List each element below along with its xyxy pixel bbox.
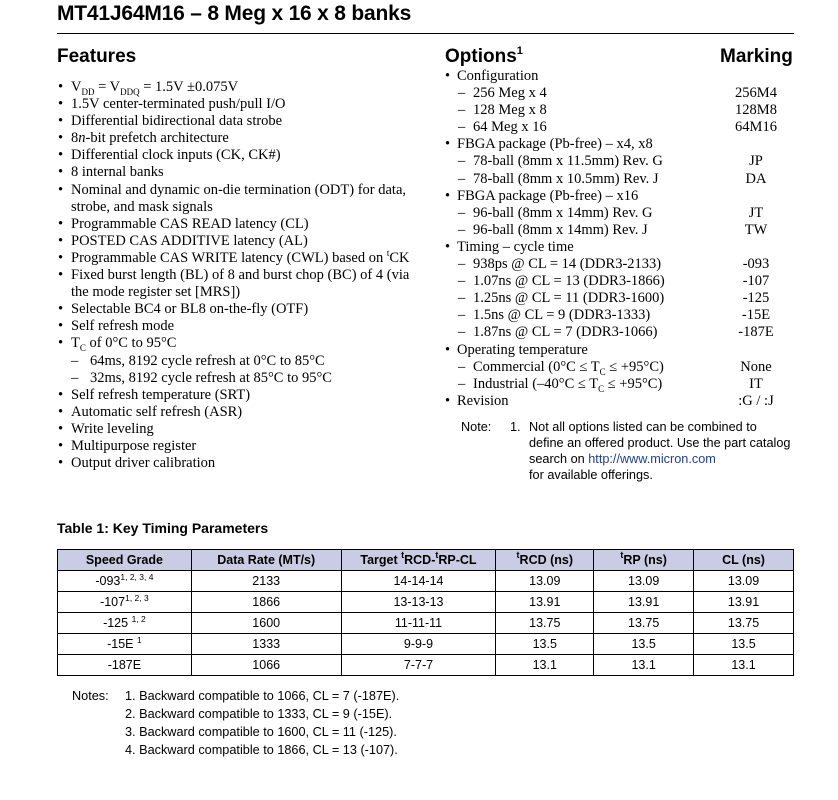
option-marking: -15E [741, 307, 771, 324]
cell-cl: 13.91 [694, 592, 794, 613]
table-row [58, 571, 794, 592]
cell-target: 13-13-13 [341, 592, 496, 613]
cell-trp: 13.1 [594, 655, 694, 676]
option-marking: -093 [742, 256, 770, 273]
option-category: • FBGA package (Pb-free) – x16 [445, 188, 795, 205]
header-target: Target $^t$RCD-$^t$RP-CL [341, 550, 496, 571]
option-marking: 128M8 [735, 102, 777, 119]
cell-cl: 13.09 [694, 571, 794, 592]
features-heading: Features [57, 46, 137, 67]
option-row-commercial: – Commercial $(0^\circ C \le T_C \le +95^\circ C)$ None [445, 359, 795, 376]
cell-trp: 13.91 [594, 592, 694, 613]
cell-grade: -093$^{1, 2, 3, 4}$ [58, 571, 192, 592]
cell-cl: 13.5 [694, 634, 794, 655]
feature-item: • 8 internal banks [57, 164, 417, 181]
feature-vdd-text: $V_{DD} = V_{DDQ} = 1.5V \pm 0.075V$ [71, 79, 239, 97]
option-marking: None [740, 358, 772, 375]
option-marking: -107 [742, 273, 770, 290]
table-row [58, 655, 794, 676]
feature-item-vdd [57, 79, 417, 96]
table-row [58, 634, 794, 655]
cell-trp: 13.09 [594, 571, 694, 592]
cell-trcd: 13.09 [496, 571, 594, 592]
features-list [57, 79, 417, 472]
option-marking: -187E [738, 324, 774, 341]
cell-cl: 13.75 [694, 613, 794, 634]
feature-item: • Differential clock inputs (CK, CK#) [57, 147, 417, 164]
cell-trcd: 13.75 [496, 613, 594, 634]
feature-item-prefetch: • 8n-bit prefetch architecture [57, 130, 417, 147]
feature-item: • Selectable BC4 or BL8 on-the-fly (OTF) [57, 301, 417, 318]
option-marking: 256M4 [735, 85, 777, 102]
option-row-industrial: – Industrial $(-40^\circ C \le T_C \le +95^\circ C)$ IT [445, 376, 795, 393]
table-title: Table 1: Key Timing Parameters [57, 520, 269, 536]
cell-target: 11-11-11 [341, 613, 496, 634]
micron-link[interactable]: http://www.micron.com [588, 452, 716, 466]
table-note: 1. Backward compatible to 1066, CL = 7 (-187E). [125, 689, 400, 703]
notes-label: Notes: [72, 689, 109, 703]
option-row: – 938ps @ CL = 14 (DDR3-2133) -093 [445, 256, 795, 273]
option-marking: JP [749, 153, 763, 170]
cell-trp: 13.75 [594, 613, 694, 634]
option-row: – 78-ball (8mm x 10.5mm) Rev. J DA [445, 171, 795, 188]
cell-target: 9-9-9 [341, 634, 496, 655]
option-marking: JT [748, 204, 764, 221]
marking-heading: Marking [720, 46, 793, 67]
options-list [445, 68, 795, 410]
note-number: 1. [510, 420, 521, 434]
cell-grade: -125 $^{1, 2}$ [58, 613, 192, 634]
cell-rate: 1600 [191, 613, 341, 634]
cell-grade: -107$^{1, 2, 3}$ [58, 592, 192, 613]
feature-item: • Output driver calibration [57, 455, 417, 472]
option-row: – 128 Meg x 8 128M8 [445, 102, 795, 119]
cell-trcd: 13.5 [496, 634, 594, 655]
page-title: MT41J64M16 – 8 Meg x 16 x 8 banks [57, 2, 412, 25]
table-note: 2. Backward compatible to 1333, CL = 9 (-15E). [125, 707, 393, 721]
note-text: Not all options listed can be combined to define an offered product. Use the part catalog search on http://www.micron.com for available offerings. [529, 420, 791, 482]
feature-item: • Fixed burst length (BL) of 8 and burst chop (BC) of 4 (via the mode register set [MRS]) [57, 267, 417, 301]
feature-item: • Differential bidirectional data strobe [57, 113, 417, 130]
option-row: – 1.07ns @ CL = 13 (DDR3-1866) -107 [445, 273, 795, 290]
option-row: – 96-ball (8mm x 14mm) Rev. J TW [445, 222, 795, 239]
option-category: • Configuration [445, 68, 795, 85]
cell-rate: 1333 [191, 634, 341, 655]
option-row: – 96-ball (8mm x 14mm) Rev. G JT [445, 205, 795, 222]
cell-grade: -187E [58, 655, 192, 676]
option-row: – 1.5ns @ CL = 9 (DDR3-1333) -15E [445, 307, 795, 324]
cell-target: 14-14-14 [341, 571, 496, 592]
table-row [58, 613, 794, 634]
options-heading: Options$^1$ [445, 45, 523, 67]
table-header-row [58, 550, 794, 571]
table-note: 4. Backward compatible to 1866, CL = 13 (-107). [125, 743, 398, 757]
cell-target: 7-7-7 [341, 655, 496, 676]
cell-trcd: 13.91 [496, 592, 594, 613]
title-divider [57, 33, 794, 34]
feature-item: • Self refresh mode [57, 318, 417, 335]
table-row [58, 592, 794, 613]
feature-item: • Write leveling [57, 421, 417, 438]
feature-item: • Nominal and dynamic on-die termination (ODT) for data, strobe, and mask signals [57, 182, 417, 216]
option-marking: -125 [742, 290, 770, 307]
cell-rate: 2133 [191, 571, 341, 592]
option-row: – 1.25ns @ CL = 11 (DDR3-1600) -125 [445, 290, 795, 307]
cell-grade: -15E $^1$ [58, 634, 192, 655]
header-speed-grade: Speed Grade [58, 550, 192, 571]
table-note: 3. Backward compatible to 1600, CL = 11 (-125). [125, 725, 397, 739]
header-data-rate: Data Rate (MT/s) [191, 550, 341, 571]
option-category: • Timing – cycle time [445, 239, 795, 256]
cell-trp: 13.5 [594, 634, 694, 655]
cell-rate: 1066 [191, 655, 341, 676]
cell-rate: 1866 [191, 592, 341, 613]
option-marking: IT [749, 375, 763, 392]
feature-item-tc: • $T_C$ of 0°C to 95°C [57, 335, 417, 352]
option-row: – 64 Meg x 16 64M16 [445, 119, 795, 136]
feature-subitem: – 32ms, 8192 cycle refresh at 85°C to 95°C [57, 370, 417, 387]
cell-cl: 13.1 [694, 655, 794, 676]
feature-item: • Multipurpose register [57, 438, 417, 455]
option-row: – 1.87ns @ CL = 7 (DDR3-1066) -187E [445, 324, 795, 341]
option-row: – 78-ball (8mm x 11.5mm) Rev. G JP [445, 153, 795, 170]
option-category: • Operating temperature [445, 342, 795, 359]
feature-item: • POSTED CAS ADDITIVE latency (AL) [57, 233, 417, 250]
cell-trcd: 13.1 [496, 655, 594, 676]
feature-item: • Programmable CAS READ latency (CL) [57, 216, 417, 233]
option-row: – 256 Meg x 4 256M4 [445, 85, 795, 102]
feature-item: • Self refresh temperature (SRT) [57, 387, 417, 404]
feature-item: • 1.5V center-terminated push/pull I/O [57, 96, 417, 113]
option-marking: DA [745, 170, 767, 187]
header-trp: $^t$RP (ns) [594, 550, 694, 571]
note-label: Note: [461, 420, 492, 434]
feature-item-cwl: • Programmable CAS WRITE latency (CWL) based on $^t$CK [57, 250, 417, 267]
option-marking: 64M16 [735, 119, 777, 136]
option-category: • Revision :G / :J [445, 393, 795, 410]
feature-item: • Automatic self refresh (ASR) [57, 404, 417, 421]
option-category: • FBGA package (Pb-free) – x4, x8 [445, 136, 795, 153]
header-cl: CL (ns) [694, 550, 794, 571]
timing-table [57, 549, 794, 676]
option-marking: TW [744, 221, 768, 238]
option-marking: :G / :J [738, 392, 774, 409]
feature-subitem: – 64ms, 8192 cycle refresh at 0°C to 85°C [57, 353, 417, 370]
header-trcd: $^t$RCD (ns) [496, 550, 594, 571]
